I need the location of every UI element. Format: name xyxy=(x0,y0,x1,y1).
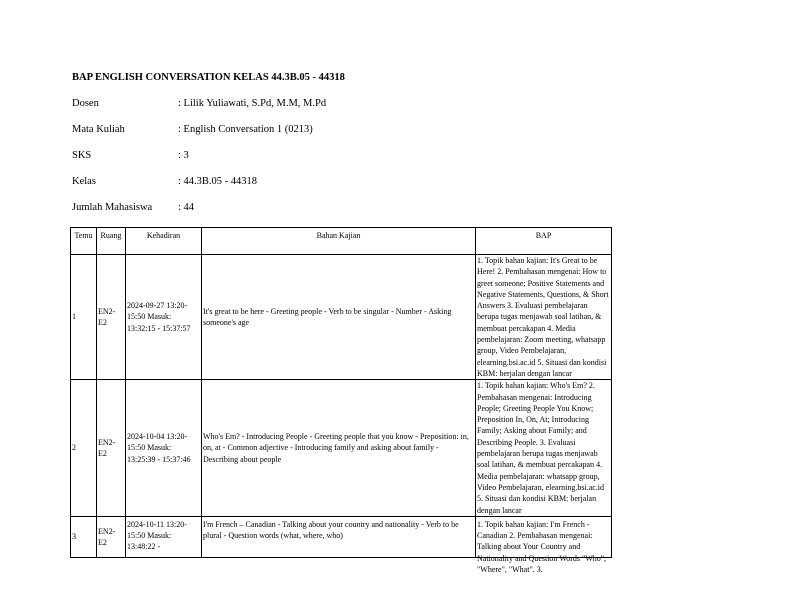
info-label: SKS xyxy=(72,150,92,161)
cell-kehadiran-text: 2024-10-11 13:20-15:50 Masuk: 13:48:22 - xyxy=(127,519,187,552)
info-value: : English Conversation 1 (0213) xyxy=(178,124,313,135)
cell-temu: 1 xyxy=(71,255,97,380)
cell-temu: 3 xyxy=(71,516,97,557)
info-value: : 44.3B.05 - 44318 xyxy=(178,176,258,187)
cell-temu: 2 xyxy=(71,380,97,517)
cell-ruang: EN2-E2 xyxy=(97,255,126,380)
header-temu: Temu xyxy=(71,228,97,255)
cell-ruang: EN2-E2 xyxy=(97,380,126,517)
cell-kehadiran xyxy=(126,516,202,557)
info-value: : 44 xyxy=(178,202,195,213)
cell-kehadiran: 2024-09-27 13:20-15:50 Masuk: 13:32:15 - 15:37:57 xyxy=(126,255,202,380)
table-row xyxy=(71,516,612,557)
cell-kehadiran: 2024-10-04 13:20-15:50 Masuk: 13:25:39 - 15:37:46 xyxy=(126,380,202,517)
cell-bahan-kajian-text: I'm French – Canadian - Talking about your country and nationality - Verb to be plural - Question words (what, where, who) xyxy=(203,519,459,541)
info-label: Dosen xyxy=(72,98,99,109)
bap-table-full xyxy=(70,227,612,575)
cell-bap xyxy=(476,516,612,575)
table-header-row xyxy=(71,228,612,255)
header-ruang: Ruang xyxy=(97,228,126,255)
cell-bahan-kajian: It's great to be here - Greeting people - Verb to be singular - Number - Asking someone's age xyxy=(202,255,476,380)
header-bap: BAP xyxy=(476,228,612,255)
info-label: Jumlah Mahasiswa xyxy=(72,202,153,213)
cell-bap-text: 1. Topik bahan kajian: I'm French - Canadian 2. Pembahasan mengenai: Talking about Your Country and Nationality and Question Words "Who", "Where", "What". 3. xyxy=(477,519,607,575)
cell-bahan-kajian xyxy=(202,516,476,557)
info-value: : Lilik Yuliawati, S.Pd, M.M, M.Pd xyxy=(178,98,327,109)
cell-bap: 1. Topik bahan kajian: It's Great to be Here! 2. Pembahasan mengenai: How to greet someone; Positive Statements and Negative Statements, Questions, & Short Answers 3. Evaluasi pembelajaran berupa tugas menjawab soal latihan, & membuat percakapan 4. Media pembelajaran: Zoom meeting, whatsapp group, Video Pembelajaran, elearning.bsi.ac.id 5. Situasi dan kondisi KBM: berjalan dengan lancar xyxy=(476,255,612,380)
info-label: Kelas xyxy=(72,176,96,187)
info-value: : 3 xyxy=(178,150,189,161)
table-row xyxy=(71,380,612,517)
cell-bahan-kajian: Who's Em? - Introducing People - Greeting people that you know - Preposition: in, on, at - Common adjective - Introducing family and asking about family - Describing about people xyxy=(202,380,476,517)
header-kehadiran: Kehadiran xyxy=(126,228,202,255)
document-title: BAP ENGLISH CONVERSATION KELAS 44.3B.05 - 44318 xyxy=(72,72,345,83)
header-bahan-kajian: Bahan Kajian xyxy=(202,228,476,255)
table-row xyxy=(71,255,612,380)
cell-ruang: EN2-E2 xyxy=(97,516,126,557)
cell-bap: 1. Topik bahan kajian: Who's Em? 2. Pembahasan mengenai: Introducing People; Greeting People You Know; Preposition In, On, At; Introducing Family; Asking about Family; and Describing People. 3. Evaluasi pembelajaran berupa tugas menjawab soal latihan, & membuat percakapan 4. Media pembelajaran: whatsapp group, Video Pembelajaran, elearning.bsi.ac.id 5. Situasi dan kondisi KBM: berjalan dengan lancar xyxy=(476,380,612,517)
info-label: Mata Kuliah xyxy=(72,124,125,135)
